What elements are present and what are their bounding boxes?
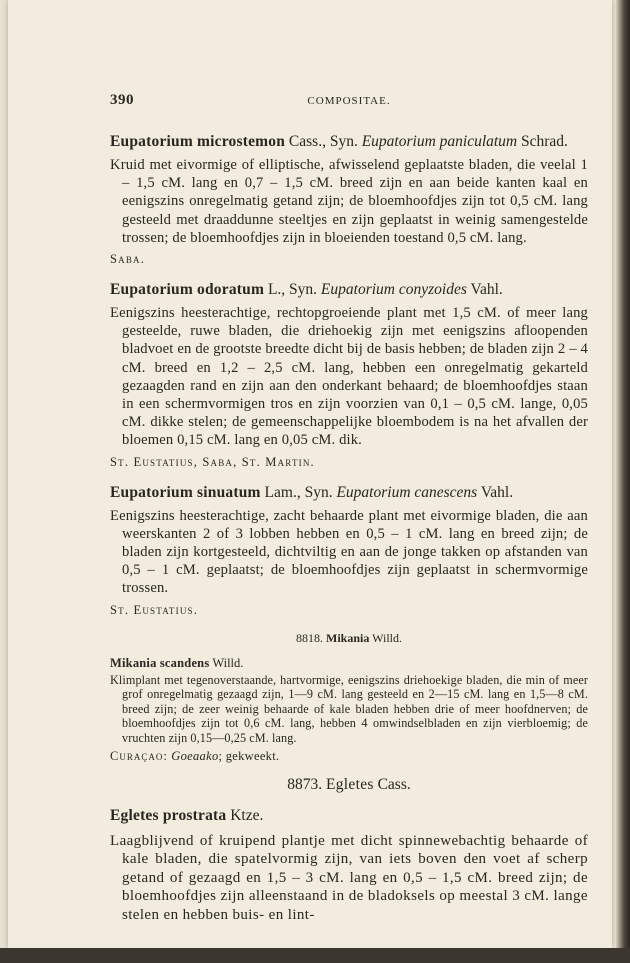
species-name: Eupatorium odoratum	[110, 281, 265, 299]
species-author: Willd.	[212, 655, 244, 670]
species-author: Ktze.	[230, 806, 264, 824]
genus-name: Egletes	[325, 775, 374, 793]
species-locality: St. Eustatius, Saba, St. Martin.	[110, 454, 315, 469]
locality-label: Curaçao:	[110, 748, 168, 763]
page-number: 390	[110, 92, 134, 108]
species-title	[110, 655, 588, 671]
species-description: Laagblijvend of kruipend plantje met dicht spinnewebachtig behaarde of kale bladen, die spatelvormig zijn, van iets boven den voet af scherp getand of gezaagd en 1,5 – 3 cM. lang en 0,5 – 1,5 cM. breed zijn; de bloemhoofdjes zijn alleenstaand in de bladoksels op meestal 3 cM. lange stelen en hebben buis- en lint-	[110, 832, 588, 923]
genus-name: Mikania	[326, 630, 370, 645]
page-content	[110, 92, 588, 930]
synonym-name: Eupatorium conyzoides	[320, 281, 467, 299]
book-spine	[616, 0, 630, 963]
synonym-author: Vahl.	[470, 281, 503, 299]
genus-number: 8818.	[296, 630, 323, 645]
species-locality	[110, 749, 588, 764]
species-name: Mikania scandens	[110, 655, 210, 670]
page-bottom-edge	[0, 948, 630, 963]
species-description: Kruid met eivormige of elliptische, afwisselend geplaatste bladen, die veelal 1 – 1,5 cM. lang en 0,7 – 1,5 cM. breed zijn en aan beide kanten kaal en eenigszins onregelmatig getand zijn; de bloemhoofdjes zijn tot 0,5 cM. lang gesteeld met draaddunne steeltjes en zijn geplaatst in weinig samengestelde trossen; de bloemhoofdjes zijn in bloeienden toestand 0,5 cM. lang.	[110, 157, 588, 246]
species-entry	[110, 806, 588, 925]
species-description: Eenigszins heesterachtige, rechtopgroeiende plant met 1,5 cM. of meer lang gesteelde, ruwe bladen, die driehoekig zijn met eenigszins afloopenden bladvoet en de grootste breedte dicht bij de basis hebben; de bladen zijn 2 – 4 cM. breed en 1,2 – 2,5 cM. lang, hebben een onregelmatig gekarteld gezaagden rand en zijn aan den onderkant behaard; de bloemhoofdjes staan in een schermvormigen tros en zijn voorzien van 0,1 – 0,5 cM. lange, 0,05 cM. dikke stelen; de gemeenschappelijke bloembodem is na het afvallen der bloemen 0,15 cM. lang en 0,05 cM. dik.	[110, 305, 588, 449]
species-description: Eenigszins heesterachtige, zacht behaarde plant met eivormige bladen, die aan weerskanten 2 of 3 lobben hebben en 0,5 – 1 cM. lang en breed zijn; de bladen zijn kortgesteeld, dichtviltig en aan de jonge takken op afstanden van 0,5 – 1 cM. geplaatst; de bloemhoofdjes zijn geplaatst in schermvormige trossen.	[110, 507, 588, 597]
locality-rest: ; gekweekt.	[218, 748, 280, 763]
species-name: Eupatorium microstemon	[110, 133, 286, 150]
species-author: Lam., Syn.	[264, 483, 333, 501]
species-title	[110, 132, 588, 152]
species-entry	[110, 483, 588, 618]
species-description: Klimplant met tegenoverstaande, hartvormige, eenigszins driehoekige bladen, die min of meer grof onregelmatig gezaagd zijn, 1—9 cM. lang gesteeld en 2—15 cM. lang en 1,5—8 cM. breed zijn; de zeer weinig behaarde of kale bladen hebben drie of meer hoofdnerven; de bloemhoofdjes zijn tot 0,6 cM. lang, hebben 4 omwindselbladen en zijn vierbloemig; de vruchten zijn 0,15—0,25 cM. lang.	[110, 672, 588, 746]
species-title	[110, 280, 588, 300]
genus-number: 8873.	[287, 775, 323, 793]
genus-author: Willd.	[372, 630, 402, 645]
species-entry	[110, 132, 588, 267]
synonym-author: Vahl.	[480, 483, 514, 501]
species-locality: Saba.	[110, 252, 146, 267]
synonym-name: Eupatorium paniculatum	[361, 133, 518, 150]
species-name: Eupatorium sinuatum	[110, 483, 261, 501]
species-entry	[110, 280, 588, 470]
species-title	[110, 806, 588, 826]
locality-local-name: Goeaako	[171, 748, 219, 763]
genus-heading-mikania	[110, 631, 588, 646]
genus-heading-egletes	[110, 776, 588, 794]
species-name: Egletes prostrata	[110, 806, 227, 824]
species-author: L., Syn.	[267, 281, 318, 299]
genus-author: Cass.	[377, 775, 411, 793]
species-locality: St. Eustatius.	[110, 602, 199, 617]
synonym-name: Eupatorium canescens	[336, 483, 478, 501]
species-title	[110, 483, 588, 503]
species-author: Cass., Syn.	[288, 133, 358, 150]
species-entry	[110, 655, 588, 764]
page-header	[110, 92, 588, 114]
synonym-author: Schrad.	[521, 133, 568, 150]
running-title: COMPOSITAE.	[307, 95, 391, 107]
